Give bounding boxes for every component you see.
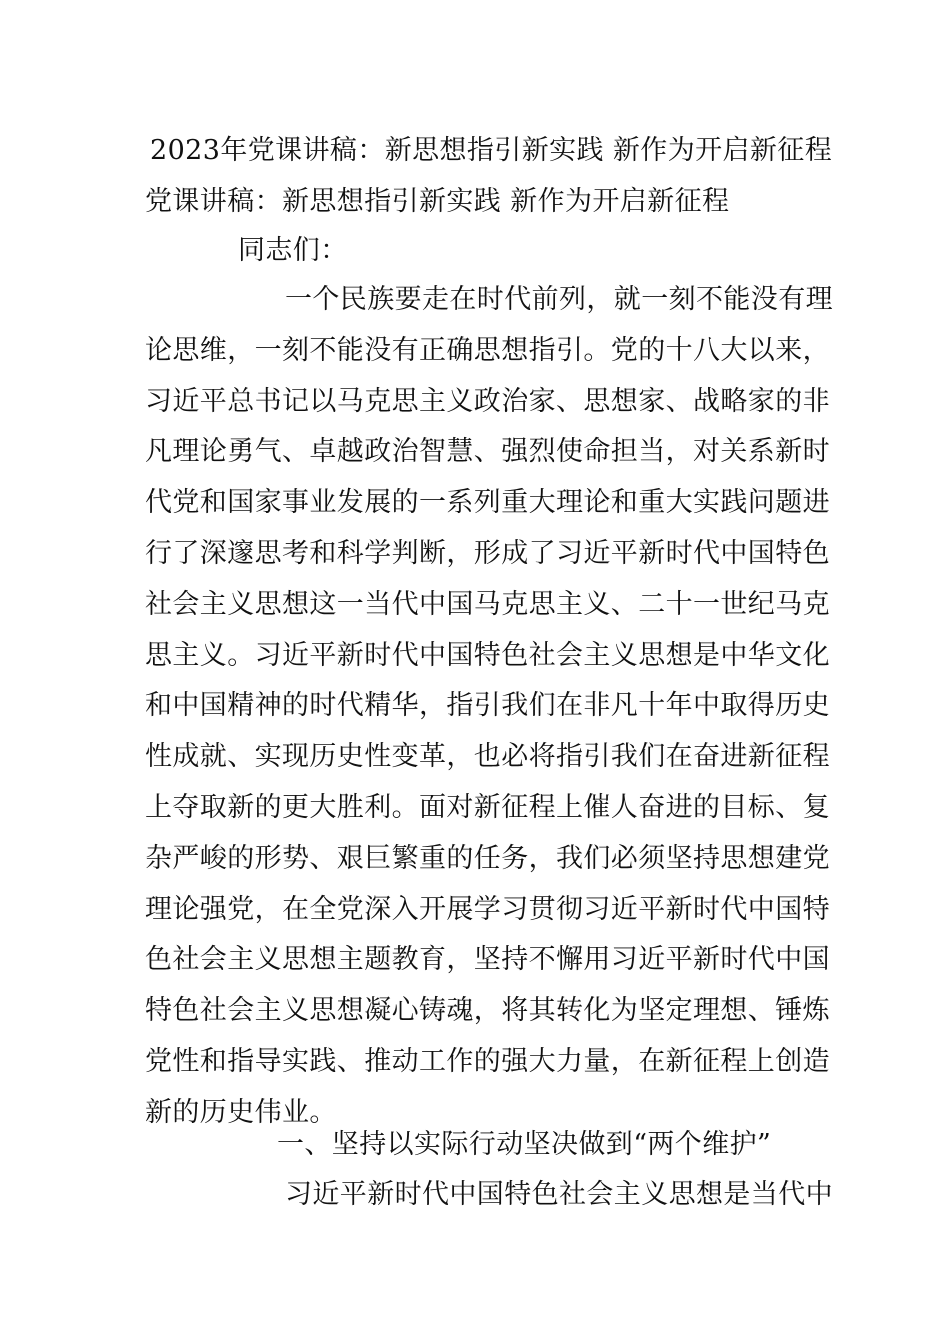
paragraph-line: 上夺取新的更大胜利。面对新征程上催人奋进的目标、复 xyxy=(145,791,830,823)
paragraph-line: 和中国精神的时代精华，指引我们在非凡十年中取得历史 xyxy=(145,690,830,722)
paragraph-line: 党性和指导实践、推动工作的强大力量，在新征程上创造 xyxy=(145,1045,830,1077)
paragraph-line: 思主义。习近平新时代中国特色社会主义思想是中华文化 xyxy=(145,639,830,671)
paragraph-line: 习近平总书记以马克思主义政治家、思想家、战略家的非 xyxy=(145,385,830,417)
paragraph-line: 行了深邃思考和科学判断，形成了习近平新时代中国特色 xyxy=(145,537,830,569)
paragraph-line: 代党和国家事业发展的一系列重大理论和重大实践问题进 xyxy=(145,487,830,519)
document-title: 2023年党课讲稿：新思想指引新实践 新作为开启新征程 xyxy=(150,135,833,166)
paragraph-1 xyxy=(145,283,833,1147)
paragraph-line: 杂严峻的形势、艰巨繁重的任务，我们必须坚持思想建党 xyxy=(145,842,830,874)
paragraph-line: 社会主义思想这一当代中国马克思主义、二十一世纪马克 xyxy=(145,588,830,620)
salutation: 同志们： xyxy=(238,235,348,266)
paragraph-line: 论思维，一刻不能没有正确思想指引。党的十八大以来， xyxy=(145,334,830,366)
paragraph-line: 凡理论勇气、卓越政治智慧、强烈使命担当，对关系新时 xyxy=(145,436,830,468)
paragraph-2-first-line: 习近平新时代中国特色社会主义思想是当代中 xyxy=(285,1179,833,1210)
section-heading: 一、坚持以实际行动坚决做到“两个维护” xyxy=(277,1129,772,1160)
paragraph-line: 色社会主义思想主题教育，坚持不懈用习近平新时代中国 xyxy=(145,944,830,976)
paragraph-line: 一个民族要走在时代前列，就一刻不能没有理 xyxy=(285,284,833,315)
paragraph-line: 新的历史伟业。 xyxy=(145,1096,337,1128)
paragraph-line: 性成就、实现历史性变革，也必将指引我们在奋进新征程 xyxy=(145,741,830,773)
paragraph-line: 理论强党，在全党深入开展学习贯彻习近平新时代中国特 xyxy=(145,893,830,925)
document-subtitle: 党课讲稿：新思想指引新实践 新作为开启新征程 xyxy=(145,186,730,217)
paragraph-line: 特色社会主义思想凝心铸魂，将其转化为坚定理想、锤炼 xyxy=(145,995,830,1027)
